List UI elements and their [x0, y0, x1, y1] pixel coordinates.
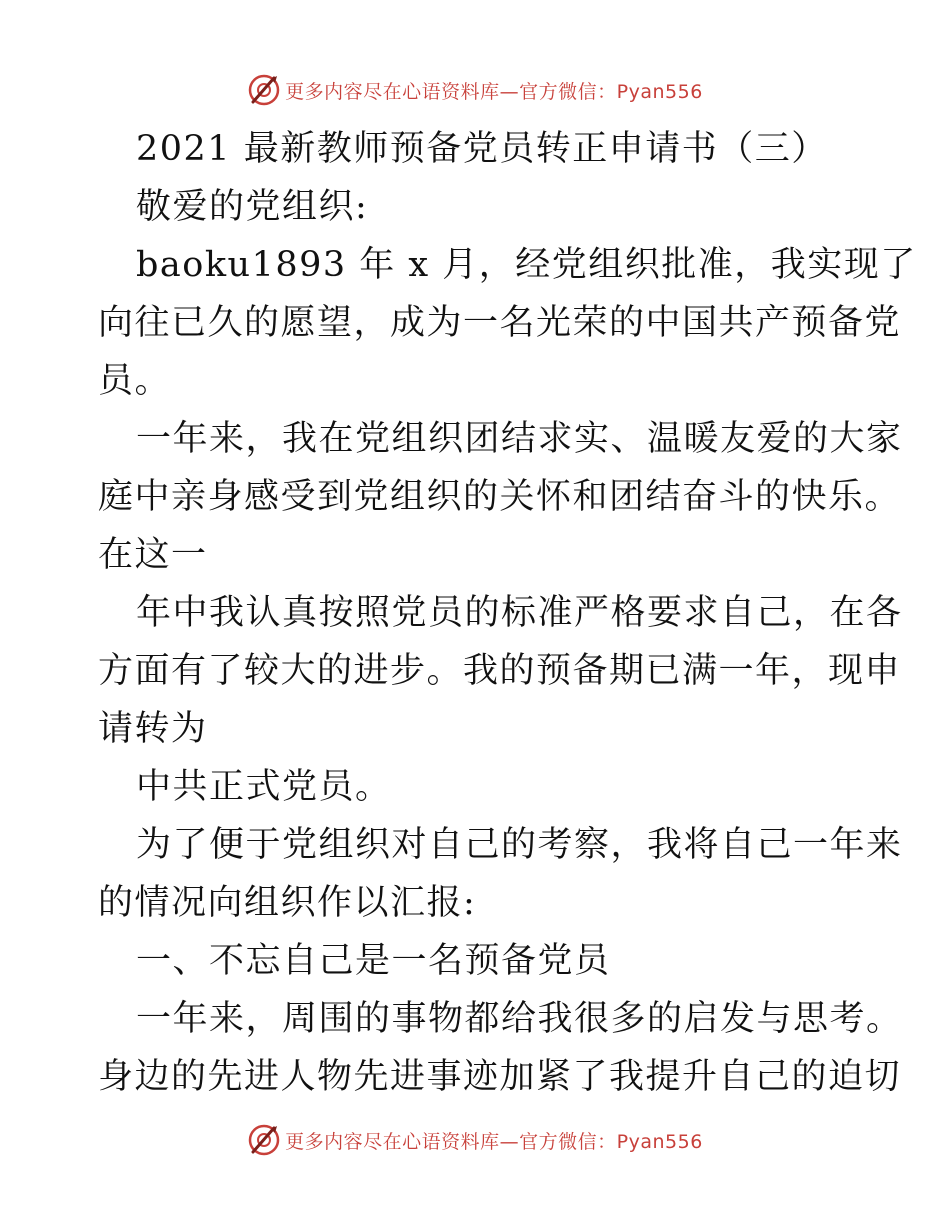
quill-logo-icon — [247, 1123, 281, 1157]
text-line: 一年来，周围的事物都给我很多的启发与思考。 — [136, 999, 903, 1039]
text-line: baoku1893 年 x 月，经党组织批准，我实现了 — [136, 245, 917, 285]
banner-text: 更多内容尽在心语资料库—官方微信：Pyan556 — [285, 1130, 703, 1153]
banner-text: 更多内容尽在心语资料库—官方微信：Pyan556 — [285, 80, 703, 103]
text-line: 一年来，我在党组织团结求实、温暖友爱的大家 — [136, 419, 903, 459]
text-line: 庭中亲身感受到党组织的关怀和团结奋斗的快乐。 — [98, 477, 902, 517]
text-line: 请转为 — [98, 709, 208, 749]
text-line: 在这一 — [98, 535, 208, 575]
text-line: 员。 — [98, 361, 172, 401]
text-line: 一、不忘自己是一名预备党员 — [136, 941, 611, 981]
text-line: 身边的先进人物先进事迹加紧了我提升自己的迫切 — [98, 1057, 902, 1097]
footer-banner — [0, 1120, 950, 1160]
header-banner — [0, 70, 950, 110]
text-line: 为了便于党组织对自己的考察，我将自己一年来 — [136, 825, 903, 865]
document-body — [98, 120, 917, 1106]
text-line: 向往已久的愿望，成为一名光荣的中国共产预备党 — [98, 303, 902, 343]
quill-logo-icon — [247, 73, 281, 107]
text-line: 年中我认真按照党员的标准严格要求自己，在各 — [136, 593, 903, 633]
document-title: 2021 最新教师预备党员转正申请书（三） — [136, 129, 828, 169]
text-line: 中共正式党员。 — [136, 767, 392, 807]
text-line: 方面有了较大的进步。我的预备期已满一年，现申 — [98, 651, 902, 691]
text-line: 的情况向组织作以汇报: — [98, 883, 477, 923]
text-line: 敬爱的党组织: — [136, 187, 369, 227]
